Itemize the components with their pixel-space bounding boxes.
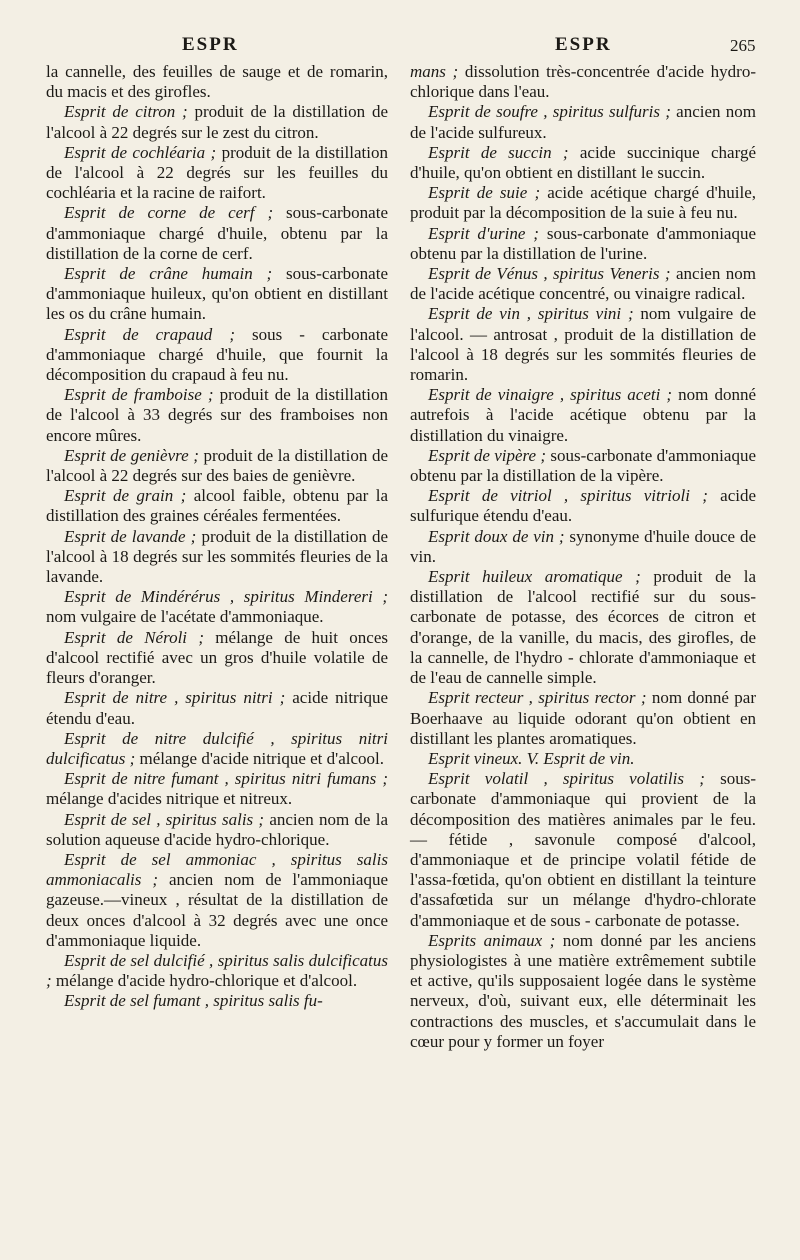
entry-definition: sous-carbonate d'ammoniaque huileux, qu'on obtient en distillant les os du crâne humain. xyxy=(46,264,388,324)
entry-term: Esprit de nitre fumant , spiritus nitri fumans ; xyxy=(64,769,388,789)
entry-term: Esprit huileux aromatique ; xyxy=(428,567,641,587)
entry-definition: produit de la distillation de l'alcool à 22 degrés sur le zest du citron. xyxy=(46,102,388,142)
dictionary-entry xyxy=(46,850,388,951)
entry-term: Esprit de genièvre ; xyxy=(64,445,199,465)
dictionary-entry xyxy=(46,203,388,264)
entry-definition: acide acétique chargé d'huile, produit par la décomposition de la suie à feu nu. xyxy=(410,183,756,223)
dictionary-entry xyxy=(46,688,388,728)
entry-definition: sous-carbonate d'ammoniaque obtenu par la distillation de l'urine. xyxy=(410,223,757,263)
entry-definition: synonyme d'huile douce de vin. xyxy=(410,526,756,566)
entry-term: Esprit de Néroli ; xyxy=(64,627,204,647)
entry-definition: sous - carbonate d'ammoniaque chargé d'huile, que fournit la décomposition du crapaud à feu nu. xyxy=(46,324,388,385)
entry-term: Esprit de lavande ; xyxy=(64,526,197,546)
dictionary-entry xyxy=(46,486,388,526)
entry-term: Esprit de corne de cerf ; xyxy=(64,203,274,223)
entry-term: Esprit de nitre , spiritus nitri ; xyxy=(64,688,286,708)
entry-term: Esprit de Vénus , spiritus Veneris ; xyxy=(428,264,671,284)
entry-definition: sous-carbonate d'ammoniaque qui provient de la décomposition des matières animales par le feu. — fétide , savonule composé d'alcool, d'ammoniaque et de principe volatil fétide de l'assa-fœtida, qu'on obtient en distillant la teinture d'assafœtida sur un mélange d'hydro-chlorate d'ammoniaque et de sous - carbonate de potasse. xyxy=(410,769,756,930)
dictionary-entry xyxy=(410,931,756,1052)
dictionary-entry xyxy=(410,486,756,526)
dictionary-entry xyxy=(410,688,756,749)
dictionary-entry xyxy=(410,102,756,142)
entry-term: Esprit de vinaigre , spiritus aceti ; xyxy=(428,385,673,405)
entry-term: Esprit de sel ammoniac , spiritus salis ammoniacalis ; xyxy=(46,849,388,890)
entry-term: Esprit de grain ; xyxy=(64,486,187,506)
entry-term: Esprit d'urine ; xyxy=(428,223,539,243)
entry-definition: sous-carbonate d'ammoniaque obtenu par la distillation de la vipère. xyxy=(410,445,756,486)
entry-term: Esprit de Mindérérus , spiritus Mindereri ; xyxy=(64,587,388,607)
entry-term: Esprit de citron ; xyxy=(64,102,188,122)
entry-term: Esprit de vipère ; xyxy=(428,445,547,465)
entry-term: Esprit de cochléaria ; xyxy=(64,142,217,162)
dictionary-entry xyxy=(46,951,388,991)
page-number: 265 xyxy=(730,36,756,55)
entry-definition: nom donné autrefois à l'acide acétique obtenu par la distillation du vinaigre. xyxy=(410,385,756,445)
entry-definition: mélange d'acide hydro-chlorique et d'alcool. xyxy=(51,971,358,991)
entry-definition: ancien nom de l'ammoniaque gazeuse.—vineux , résultat de la distillation de deux onces d'alcool à 32 degrés avec une once d'ammoniaque liquide. xyxy=(46,870,388,950)
dictionary-entry xyxy=(410,527,756,567)
left-running-head: ESPR xyxy=(182,34,239,55)
dictionary-entry xyxy=(46,628,388,689)
dictionary-entry xyxy=(46,446,388,486)
entry-definition: produit de la distillation de l'alcool à 33 degrés sur des framboises non encore mûres. xyxy=(46,385,388,445)
entry-term: Esprit de framboise ; xyxy=(64,385,214,405)
entry-term: mans ; xyxy=(410,62,459,81)
dictionary-entry xyxy=(46,769,388,809)
dictionary-entry xyxy=(410,769,756,931)
dictionary-entry xyxy=(410,264,756,304)
entry-definition: nom donné par Boerhaave au liquide odorant qu'on obtient en distillant les plantes aromatiques. xyxy=(410,688,756,748)
entry-term: Esprit de vitriol , spiritus vitrioli ; xyxy=(428,486,708,506)
entry-definition: ancien nom de l'acide acétique concentré, ou vinaigre radical. xyxy=(410,264,756,304)
entry-term: Esprit de crâne humain ; xyxy=(64,264,273,284)
entry-term: Esprits animaux ; xyxy=(428,930,556,950)
dictionary-entry xyxy=(46,102,388,142)
entry-definition: produit de la distillation de l'alcool à 18 degrés sur les sommités fleuries de la lavande. xyxy=(46,526,388,587)
dictionary-entry xyxy=(46,810,388,850)
entry-definition: nom vulgaire de l'alcool. — antrosat , produit de la distillation de l'alcool à 18 degrés sur les sommités fleuries de romarin. xyxy=(410,304,757,385)
entry-definition: mélange de huit onces d'alcool rectifié avec un gros d'huile volatile de fleurs d'oranger. xyxy=(46,627,388,688)
dictionary-entry xyxy=(410,304,756,385)
dictionary-entry xyxy=(46,143,388,204)
entry-definition: sous-carbonate d'ammoniaque chargé d'huile, obtenu par la distillation de la corne de cerf. xyxy=(46,203,388,263)
dictionary-entry xyxy=(46,527,388,588)
dictionary-entry xyxy=(410,183,756,223)
entry-term: Esprit doux de vin ; xyxy=(428,526,565,546)
dictionary-entry xyxy=(46,587,388,627)
entry-term: Esprit de suie ; xyxy=(428,183,541,203)
entry-definition: alcool faible, obtenu par la distillation des graines céréales fermentées. xyxy=(46,486,388,526)
entry-term: Esprit de succin ; xyxy=(428,142,569,162)
dictionary-entry xyxy=(46,729,388,769)
entry-term: Esprit de soufre , spiritus sulfuris ; xyxy=(428,102,671,122)
dictionary-entry xyxy=(46,264,388,325)
entry-definition: acide succinique chargé d'huile, qu'on obtient en distillant le succin. xyxy=(410,142,756,183)
entry-term: Esprit recteur , spiritus rector ; xyxy=(428,688,647,708)
dictionary-entry xyxy=(410,749,756,769)
dictionary-entry xyxy=(46,325,388,386)
entry-term: Esprit de nitre dulcifié , spiritus nitri dulcificatus ; xyxy=(46,728,388,768)
right-column xyxy=(410,62,756,1052)
entry-definition: acide nitrique étendu d'eau. xyxy=(46,688,388,728)
dictionary-entry xyxy=(46,62,388,102)
dictionary-entry xyxy=(410,224,756,264)
entry-definition: produit de la distillation de l'alcool à 22 degrés sur des baies de genièvre. xyxy=(46,445,388,486)
entry-definition: acide sulfurique étendu d'eau. xyxy=(410,486,757,526)
entry-term: Esprit de vin , spiritus vini ; xyxy=(428,304,634,324)
entry-definition: produit de la distillation de l'alcool rectifié sur du sous-carbonate de potasse, des écorces de citron et d'orange, de la vanille, du macis, des girofles, de la cannelle, de l'hydro - chlorate d'ammoniaque et de l'eau de cannelle simple. xyxy=(410,567,756,688)
entry-term: Esprit volatil , spiritus volatilis ; xyxy=(428,769,705,789)
entry-term: Esprit de crapaud ; xyxy=(64,324,235,344)
entry-term: Esprit de sel dulcifié , spiritus salis dulcificatus ; xyxy=(46,950,388,991)
dictionary-entry xyxy=(46,385,388,446)
dictionary-entry xyxy=(410,567,756,688)
entry-definition: produit de la distillation de l'alcool à 22 degrés sur les feuilles du cochléaria et la racine de raifort. xyxy=(46,142,388,203)
entry-term: Esprit de sel , spiritus salis ; xyxy=(64,809,265,829)
entry-definition: ancien nom de la solution aqueuse d'acide hydro-chlorique. xyxy=(46,809,388,849)
dictionary-entry xyxy=(410,62,756,102)
entry-term: Esprit vineux. V. Esprit de vin. xyxy=(428,748,635,768)
entry-definition: nom vulgaire de l'acétate d'ammoniaque. xyxy=(46,607,324,627)
dictionary-entry xyxy=(410,385,756,446)
dictionary-entry xyxy=(46,991,388,1011)
entry-definition: ancien nom de l'acide sulfureux. xyxy=(410,102,757,142)
left-column xyxy=(46,62,388,1012)
entry-definition: nom donné par les anciens physiologistes à une matière extrêmement subtile et active, qu'ils supposaient logée dans le système nerveux, d'où, suivant eux, elle déterminait les contractions des muscles, et s'accumulait dans le cœur pour y former un foyer xyxy=(410,930,756,1051)
entry-term: Esprit de sel fumant , spiritus salis fu- xyxy=(64,991,323,1011)
entry-definition: mélange d'acide nitrique et d'alcool. xyxy=(135,748,384,768)
entry-definition: mélange d'acides nitrique et nitreux. xyxy=(46,789,293,809)
entry-definition: la cannelle, des feuilles de sauge et de romarin, du macis et des girofles. xyxy=(46,62,388,102)
right-running-head: ESPR xyxy=(555,34,612,55)
entry-definition: dissolution très-concentrée d'acide hydro-chlorique dans l'eau. xyxy=(410,62,757,102)
dictionary-entry xyxy=(410,446,756,486)
dictionary-entry xyxy=(410,143,756,183)
running-header xyxy=(0,22,800,58)
